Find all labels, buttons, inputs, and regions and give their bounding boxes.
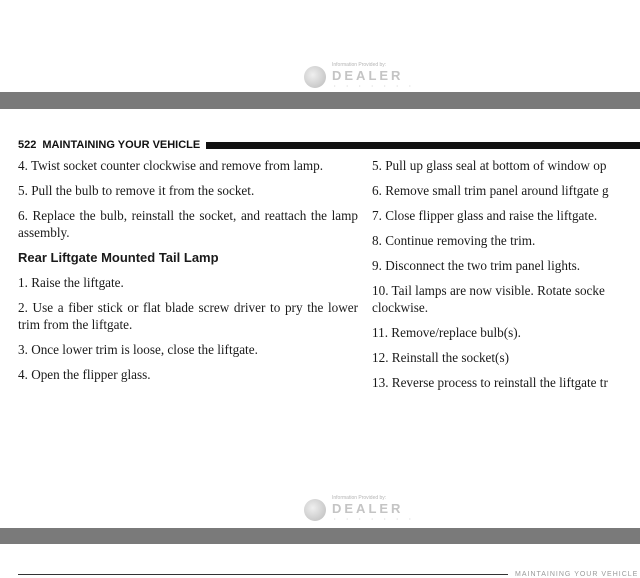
step-item: 6. Remove small trim panel around liftgate g bbox=[372, 183, 609, 198]
page-header bbox=[18, 138, 640, 152]
left-column bbox=[18, 158, 358, 392]
watermark-logo-icon bbox=[304, 499, 326, 521]
watermark-caption: Information Provided by: bbox=[332, 62, 387, 68]
right-column bbox=[372, 158, 640, 400]
step-item: 4. Twist socket counter clockwise and remove from lamp. bbox=[18, 158, 323, 173]
step-item: 3. Once lower trim is loose, close the liftgate. bbox=[18, 341, 258, 357]
step-item: 11. Remove/replace bulb(s). bbox=[372, 324, 521, 340]
step-item: 2. Use a fiber stick or flat blade screw driver to pry the lower trim from the liftgate. bbox=[18, 300, 358, 332]
step-item: 5. Pull up glass seal at bottom of window op bbox=[372, 158, 607, 173]
next-page-header-fragment: MAINTAINING YOUR VEHICLE bbox=[515, 571, 639, 578]
watermark-logo-icon bbox=[304, 66, 326, 88]
bottom-page-divider bbox=[0, 528, 640, 544]
watermark-dots: • • • • • • • bbox=[334, 516, 416, 521]
step-item: 1. Raise the liftgate. bbox=[18, 275, 124, 290]
page-title: MAINTAINING YOUR VEHICLE bbox=[42, 139, 201, 151]
step-item: 7. Close flipper glass and raise the liftgate. bbox=[372, 208, 598, 223]
step-item: 5. Pull the bulb to remove it from the socket. bbox=[18, 183, 255, 198]
section-heading: Rear Liftgate Mounted Tail Lamp bbox=[18, 249, 219, 265]
watermark-word: DEALER bbox=[332, 501, 404, 516]
watermark-word: DEALER bbox=[332, 68, 404, 83]
page-number: 522 bbox=[18, 139, 37, 151]
step-item: 6. Replace the bulb, reinstall the socket, and reattach the lamp assembly. bbox=[18, 208, 358, 240]
watermark-caption: Information Provided by: bbox=[332, 495, 387, 501]
step-item: 13. Reverse process to reinstall the liftgate tr bbox=[372, 374, 608, 390]
top-page-divider bbox=[0, 92, 640, 109]
step-item: 10. Tail lamps are now visible. Rotate socke clockwise. bbox=[372, 283, 605, 315]
watermark-dots: • • • • • • • bbox=[334, 83, 416, 88]
step-item: 4. Open the flipper glass. bbox=[18, 366, 151, 382]
next-page-rule bbox=[18, 574, 508, 575]
dealer-watermark-bottom bbox=[304, 495, 424, 521]
step-item: 9. Disconnect the two trim panel lights. bbox=[372, 258, 581, 273]
dealer-watermark-top bbox=[304, 62, 424, 88]
header-rule bbox=[206, 142, 640, 149]
step-item: 8. Continue removing the trim. bbox=[372, 233, 536, 248]
step-item: 12. Reinstall the socket(s) bbox=[372, 349, 509, 365]
